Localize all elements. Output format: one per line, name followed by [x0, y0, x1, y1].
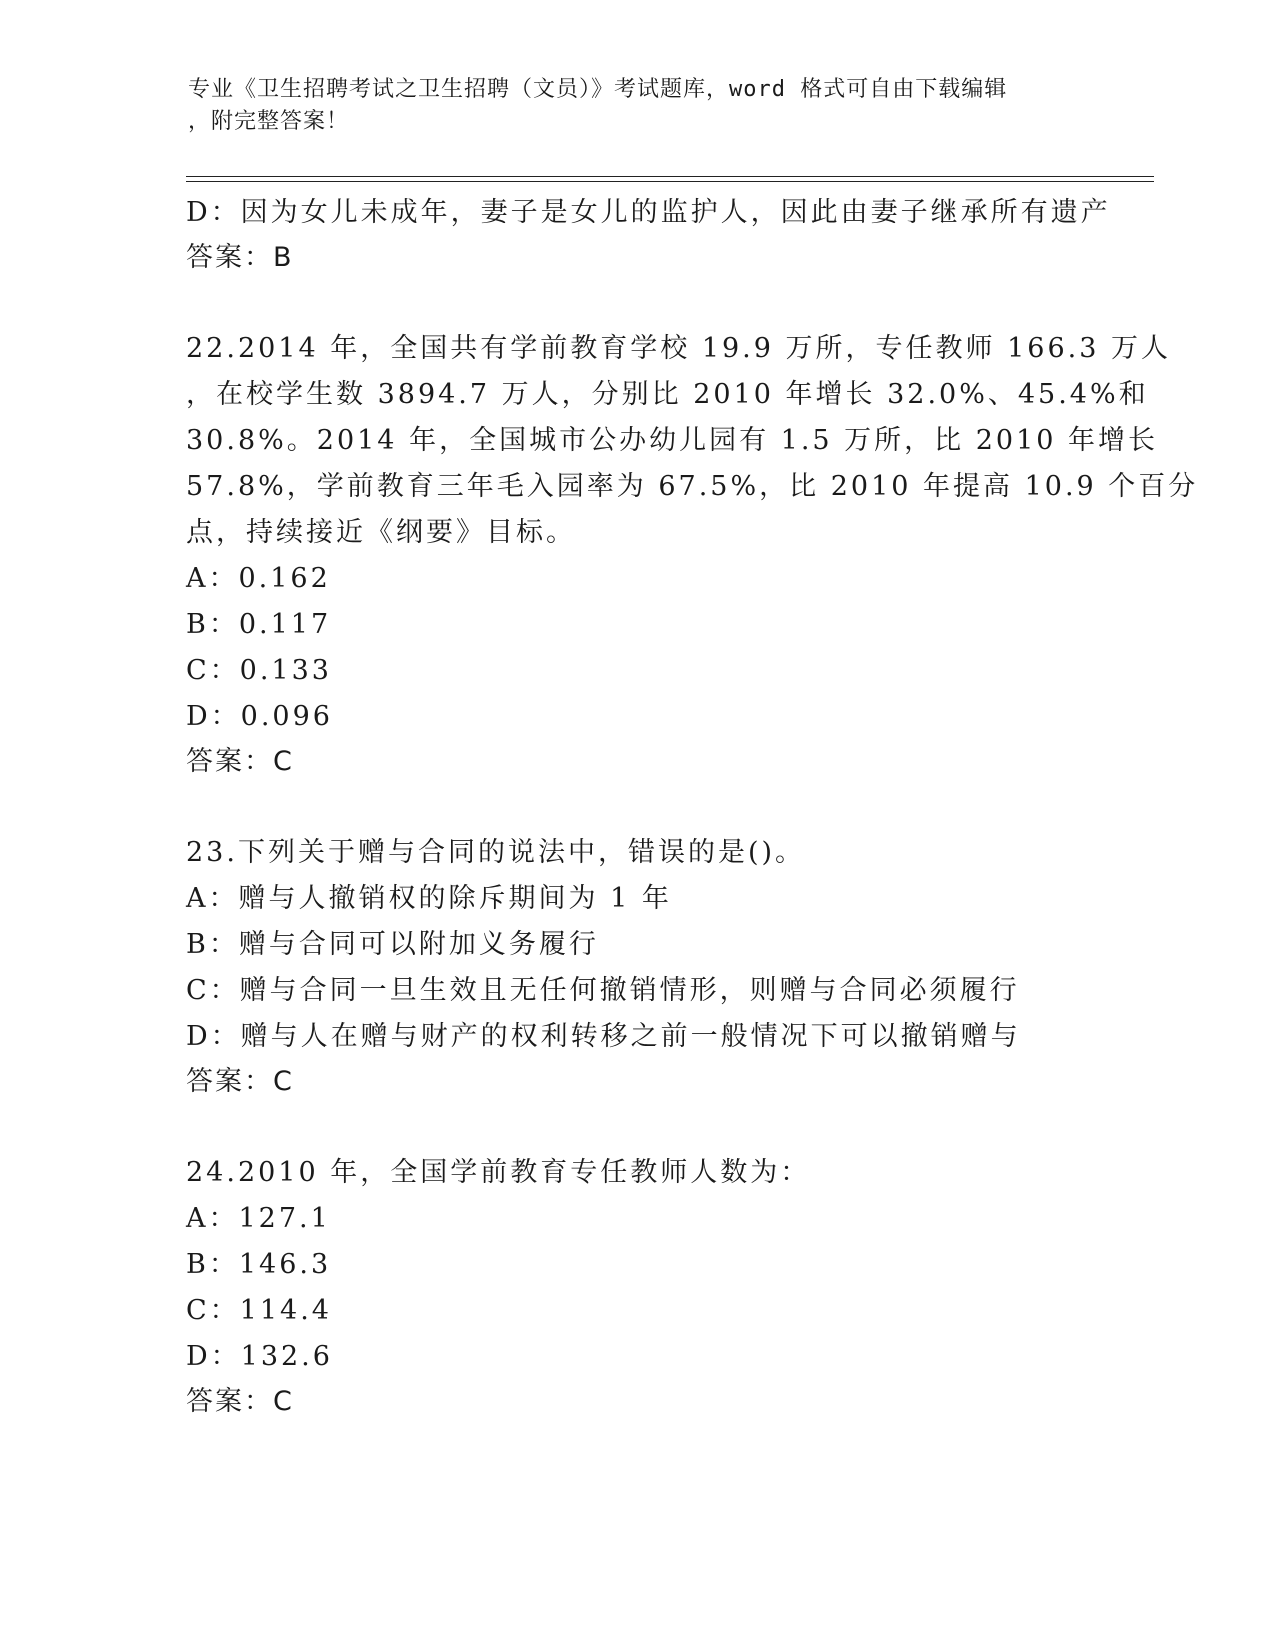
q24-answer: 答案：C	[186, 1386, 294, 1417]
q23-option-a: A：赠与人撤销权的除斥期间为 1 年	[186, 883, 672, 914]
question-22	[186, 326, 1199, 784]
header-divider-top	[186, 176, 1154, 177]
q22-option-c: C：0.133	[186, 655, 332, 686]
question-24	[186, 1150, 1086, 1424]
q22-stem-line-4: 57.8%，学前教育三年毛入园率为 67.5%，比 2010 年提高 10.9 个百分	[186, 471, 1199, 502]
question-content	[186, 190, 1199, 1424]
q23-option-b: B：赠与合同可以附加义务履行	[186, 929, 599, 960]
q24-option-b: B：146.3	[186, 1249, 332, 1280]
question-23	[186, 830, 1086, 1104]
q23-stem: 23.下列关于赠与合同的说法中，错误的是()。	[186, 837, 806, 868]
q22-stem-line-1: 22.2014 年，全国共有学前教育学校 19.9 万所，专任教师 166.3 万人	[186, 333, 1171, 364]
prev-option-d: D：因为女儿未成年，妻子是女儿的监护人，因此由妻子继承所有遗产	[186, 197, 1111, 228]
header-line-1: 专业《卫生招聘考试之卫生招聘（文员）》考试题库，word 格式可自由下载编辑	[188, 77, 1008, 102]
q22-stem-line-5: 点，持续接近《纲要》目标。	[186, 517, 576, 548]
q22-option-d: D：0.096	[186, 701, 333, 732]
header-line-2: ，附完整答案！	[188, 109, 350, 134]
prev-answer: 答案：B	[186, 242, 294, 273]
q22-option-b: B：0.117	[186, 609, 332, 640]
q22-answer: 答案：C	[186, 746, 294, 777]
header-divider-bottom	[186, 181, 1154, 182]
q24-option-d: D：132.6	[186, 1341, 333, 1372]
q24-option-c: C：114.4	[186, 1295, 332, 1326]
q22-option-a: A：0.162	[186, 563, 331, 594]
q24-option-a: A：127.1	[186, 1203, 331, 1234]
q23-answer: 答案：C	[186, 1066, 294, 1097]
q22-stem-line-2: ，在校学生数 3894.7 万人，分别比 2010 年增长 32.0%、45.4%和	[186, 379, 1149, 410]
q22-stem-line-3: 30.8%。2014 年，全国城市公办幼儿园有 1.5 万所，比 2010 年增长	[186, 425, 1159, 456]
q24-stem: 24.2010 年，全国学前教育专任教师人数为：	[186, 1157, 811, 1188]
q23-option-d: D：赠与人在赠与财产的权利转移之前一般情况下可以撤销赠与	[186, 1021, 1021, 1052]
q23-option-c: C：赠与合同一旦生效且无任何撤销情形，则赠与合同必须履行	[186, 975, 1020, 1006]
document-header	[188, 74, 1068, 138]
